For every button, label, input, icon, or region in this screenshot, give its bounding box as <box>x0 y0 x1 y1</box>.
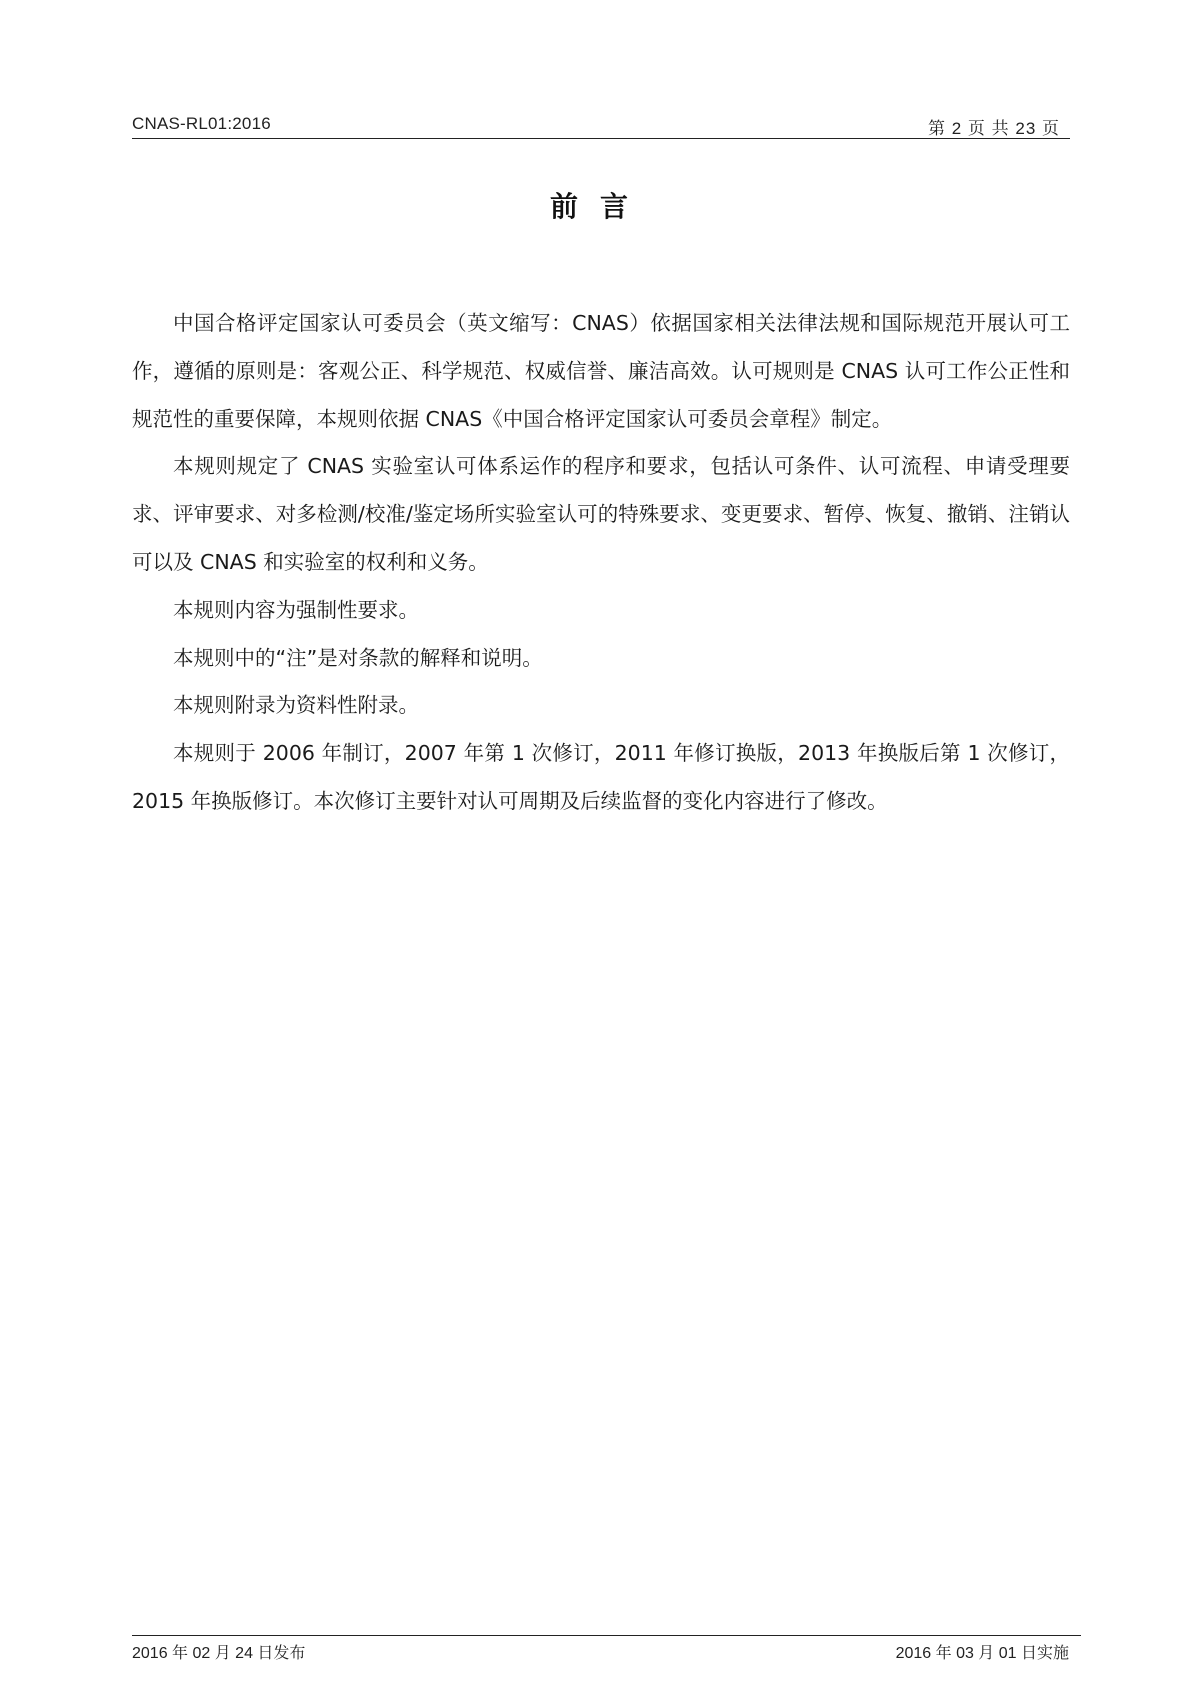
body-text <box>132 300 1070 826</box>
paragraph-revision-history: 本规则于 2006 年制订，2007 年第 1 次修订，2011 年修订换版，2013 年换版后第 1 次修订，2015 年换版修订。本次修订主要针对认可周期及后续监督的变化内容进行了修改。 <box>132 741 1070 813</box>
page-header <box>132 114 1070 139</box>
paragraph-appendix: 本规则附录为资料性附录。 <box>173 693 419 718</box>
effective-date: 2016 年 03 月 01 日实施 <box>895 1645 1069 1662</box>
page-footer <box>132 1635 1081 1662</box>
paragraph-intro: 中国合格评定国家认可委员会（英文缩写：CNAS）依据国家相关法律法规和国际规范开展认可工作，遵循的原则是：客观公正、科学规范、权威信誉、廉洁高效。认可规则是 CNAS 认可工作公正性和规范性的重要保障，本规则依据 CNAS《中国合格评定国家认可委员会章程》制定。 <box>132 311 1070 431</box>
paragraph-notes: 本规则中的“注”是对条款的解释和说明。 <box>173 645 543 670</box>
paragraph-mandatory: 本规则内容为强制性要求。 <box>173 597 419 622</box>
paragraph-scope: 本规则规定了 CNAS 实验室认可体系运作的程序和要求，包括认可条件、认可流程、申请受理要求、评审要求、对多检测/校准/鉴定场所实验室认可的特殊要求、变更要求、暂停、恢复、撤销、注销认可以及 CNAS 和实验室的权利和义务。 <box>132 454 1070 574</box>
page-number: 第 2 页 共 23 页 <box>928 119 1060 138</box>
issue-date: 2016 年 02 月 24 日发布 <box>132 1645 306 1662</box>
document-code: CNAS-RL01:2016 <box>132 114 271 133</box>
section-title: 前言 <box>549 190 650 223</box>
